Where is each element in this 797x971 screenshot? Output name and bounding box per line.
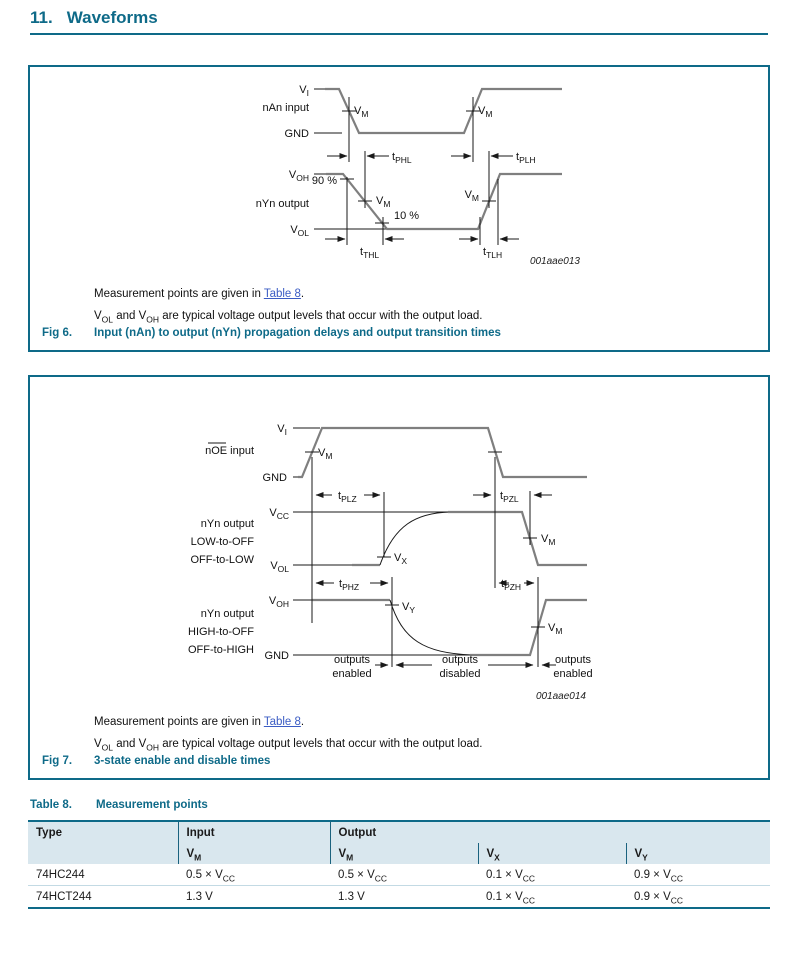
table8-title-label: Table 8. [30,799,72,811]
fig6-10pct-label: 10 % [394,210,420,222]
col-subheader-output-vm: $V_M$ [330,843,478,864]
col-subheader-output-vy: $V_Y$ [626,843,770,864]
table8-link[interactable]: Table 8 [263,716,301,728]
fig7-marker-lines [305,452,545,667]
cell-type: 74HC244 [36,869,85,881]
fig7-outputs-enabled-right-1: outputs [554,654,592,666]
fig6-vm-label: $V_M$ [354,105,369,119]
fig7-drawing-code: 001aae014 [535,691,586,702]
fig7-tpzl-label: $t_{PZL}$ [500,490,519,504]
cell-output-vm: $0.5 \times V_{CC}$ [338,869,388,884]
fig7-outputs-disabled-2: disabled [439,668,481,680]
fig7-nyn-low-label-3: OFF-to-LOW [190,554,254,566]
fig7-note-measurement: Measurement points are given in Table 8. [94,716,305,728]
fig6-voh-label: $V_{OH}$ [288,169,309,183]
heading-rule [30,33,768,35]
fig6-nan-input-label: nAn input [262,102,309,114]
col-header-type: Type [28,821,178,864]
col-subheader-input-vm: $V_M$ [178,843,330,864]
fig7-note-levels: $V_{OL}$ and $V_{OH}$ are typical voltage output levels that occur with the output load. [94,738,483,753]
fig6-output-trace [311,174,562,229]
fig6-90pct-label: 90 % [311,175,337,187]
table-row [28,886,770,909]
fig6-drawing-code: 001aae013 [529,256,580,267]
col-subheader-output-vx: $V_X$ [478,843,626,864]
fig6-nyn-output-label: nYn output [255,198,309,210]
fig7-vx-label: $V_X$ [394,552,408,566]
section-number: 11. [30,8,53,27]
fig6-caption-row [42,327,756,343]
fig7-outputs-enabled-right-2: enabled [553,668,593,680]
fig6-note-measurement: Measurement points are given in Table 8. [94,288,305,300]
fig7-vm-label: $V_M$ [548,622,563,636]
fig7-vm-label: $V_M$ [541,533,556,547]
table8-link[interactable]: Table 8 [263,288,301,300]
fig6-ttlh-label: $t_{TLH}$ [483,246,503,260]
cell-output-vx: $0.1 \times V_{CC}$ [486,869,536,884]
page-title [30,8,158,28]
fig7-nyn-high-label-3: OFF-to-HIGH [188,644,254,656]
fig6-vm-label: $V_M$ [478,105,493,119]
table8-title [30,799,208,811]
col-header-output: Output [330,821,770,843]
section-title: Waveforms [66,8,158,27]
fig7-noe-input-label: nOE input [205,445,254,457]
fig7-notes [94,711,758,755]
fig6-gnd-label: GND [284,128,309,140]
fig7-vy-label: $V_Y$ [402,601,416,615]
fig6-vm-label: $V_M$ [376,195,391,209]
fig7-tplz-label: $t_{PLZ}$ [338,490,357,504]
fig6-tthl-label: $t_{THL}$ [360,246,380,260]
fig7-voh-label: $V_{OH}$ [268,595,289,609]
fig7-label: Fig 7. [42,755,73,767]
cell-type: 74HCT244 [28,886,178,909]
cell-input-vm: $0.5 \times V_{CC}$ [186,869,236,884]
fig7-gnd-label: GND [264,650,289,662]
col-header-input: Input [178,821,330,843]
fig7-nyn-low-label-2: LOW-to-OFF [190,536,254,548]
fig7-outputs-enabled-left-2: enabled [332,668,372,680]
fig7-tphz-label: $t_{PHZ}$ [339,578,360,592]
figure7-box [28,375,770,780]
cell-output-vm: 1.3 V [330,886,478,909]
table8-title-text: Measurement points [96,799,208,811]
fig7-noe-input-trace [208,428,587,477]
figure6-box [28,65,770,352]
fig6-vm-label: $V_M$ [464,189,479,203]
fig7-vcc-label: $V_{CC}$ [269,507,289,521]
fig6-waveform-diagram [30,67,766,279]
cell-input-vm: 1.3 V [178,886,330,909]
fig6-marker-lines [340,97,498,245]
fig7-waveform-diagram [30,377,766,709]
cell-output-vy: $0.9 \times V_{CC}$ [634,869,684,884]
fig7-dimension-arrows [316,495,556,665]
fig6-caption: Input (nAn) to output (nYn) propagation delays and output transition times [94,327,501,339]
fig6-vi-label: $V_I$ [299,84,309,98]
fig7-outputs-disabled-1: outputs [441,654,479,666]
fig6-label: Fig 6. [42,327,73,339]
fig7-outputs-enabled-left-1: outputs [333,654,371,666]
cell-output-vy: $0.9 \times V_{CC}$ [626,886,770,909]
fig7-vol-label: $V_{OL}$ [270,560,289,574]
fig6-notes [94,283,758,327]
fig6-tphl-label: $t_{PHL}$ [392,151,412,165]
fig7-nyn-high-label-2: HIGH-to-OFF [188,626,254,638]
fig7-vi-label: $V_I$ [277,423,287,437]
table-row [28,864,770,886]
fig7-nyn-low-label-1: nYn output [200,518,254,530]
fig6-note-levels: $V_{OL}$ and $V_{OH}$ are typical voltage output levels that occur with the output load. [94,310,483,325]
fig7-vm-label: $V_M$ [318,447,333,461]
fig7-caption-row [42,755,756,771]
fig7-nyn-high-label-1: nYn output [200,608,254,620]
measurement-points-table [28,820,770,909]
fig6-vol-label: $V_{OL}$ [290,224,309,238]
cell-output-vx: $0.1 \times V_{CC}$ [478,886,626,909]
fig7-caption: 3-state enable and disable times [94,755,271,767]
fig6-tplh-label: $t_{PLH}$ [516,151,536,165]
fig7-tpzh-label: $t_{PZH}$ [501,578,522,592]
fig7-gnd-label: GND [262,472,287,484]
